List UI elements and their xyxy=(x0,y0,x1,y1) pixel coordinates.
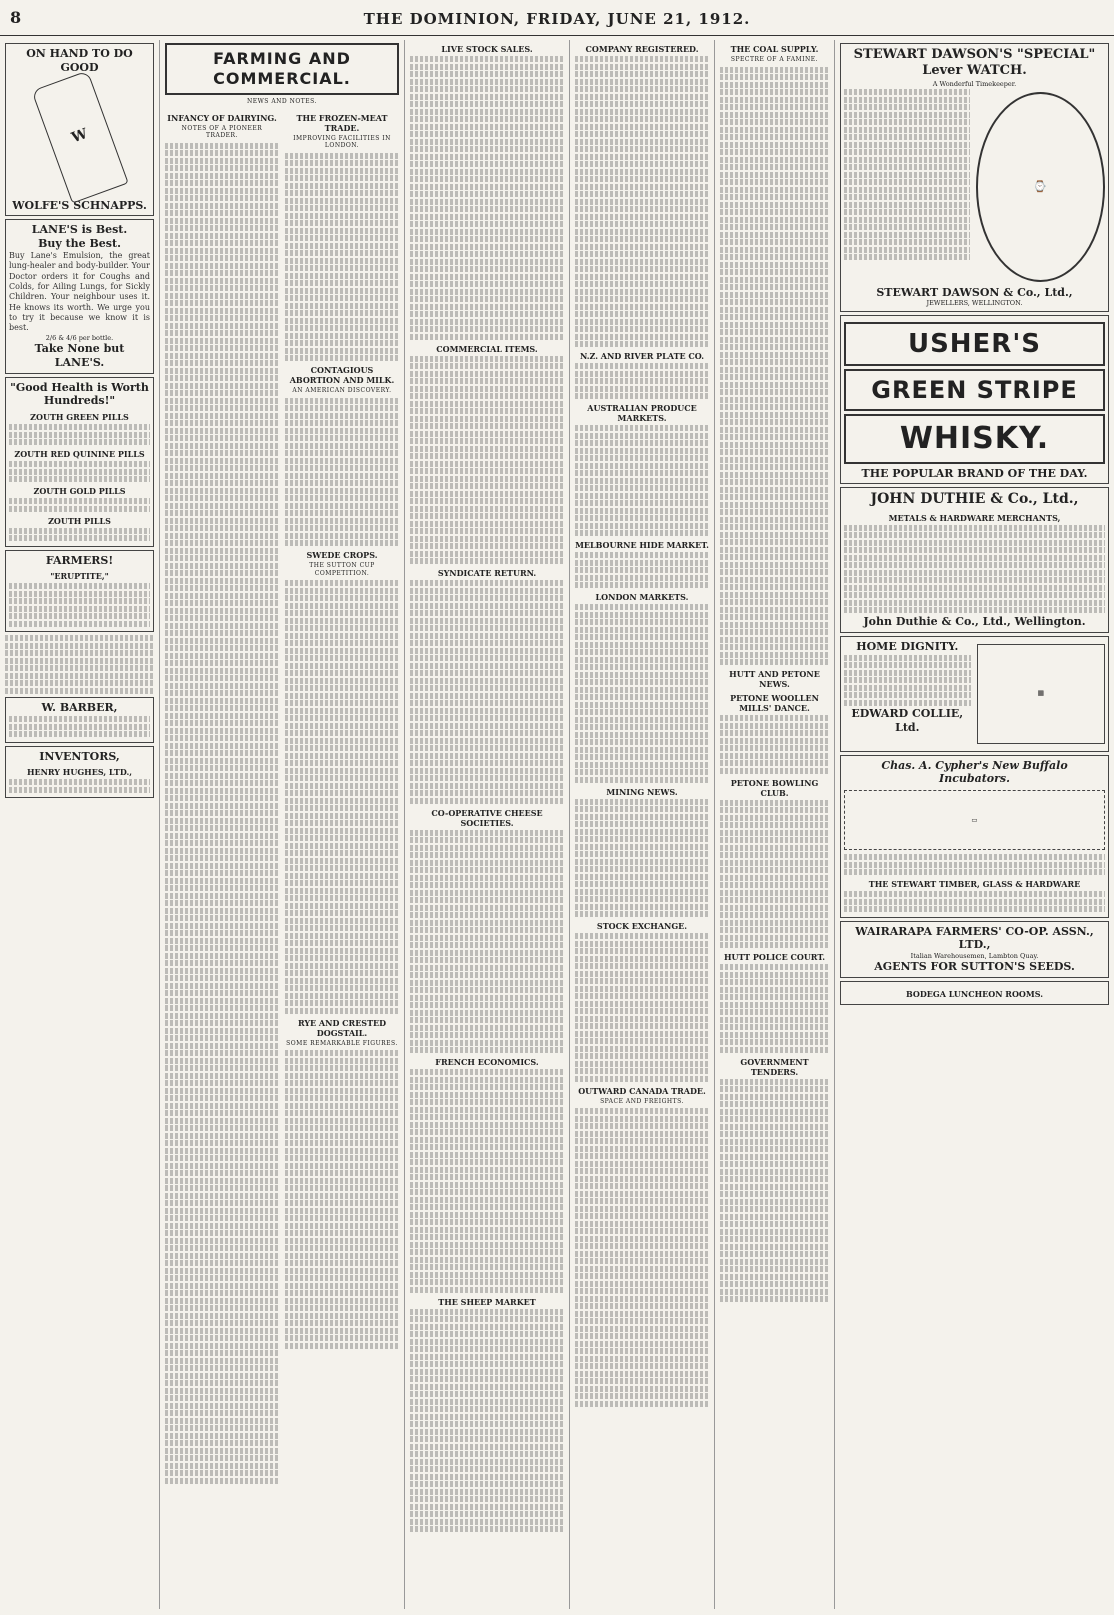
column-6 xyxy=(835,40,1114,1609)
schnapps-brand: WOLFE'S SCHNAPPS. xyxy=(12,198,147,212)
watch-icon: ⌚ xyxy=(976,92,1106,282)
cypher-title: Chas. A. Cypher's New Buffalo Incubators. xyxy=(881,758,1068,786)
article-title: CO-OPERATIVE CHEESE SOCIETIES. xyxy=(431,807,543,828)
barber-ad xyxy=(5,697,154,743)
duthie-name: JOHN DUTHIE & Co., Ltd., xyxy=(870,491,1079,508)
usher-tag: THE POPULAR BRAND OF THE DAY. xyxy=(861,466,1088,480)
duthie-sig: John Duthie & Co., Ltd., Wellington. xyxy=(863,614,1086,628)
stewart-sub: A Wonderful Timekeeper. xyxy=(932,79,1017,88)
article-title: MINING NEWS. xyxy=(606,786,678,797)
stewart-dawson-ad xyxy=(840,43,1109,312)
article-title: MELBOURNE HIDE MARKET. xyxy=(575,540,709,550)
pill-2: ZOUTH RED QUININE PILLS xyxy=(14,449,145,459)
lanes-price: 2/6 & 4/6 per bottle. xyxy=(45,333,114,342)
wairarapa-ad xyxy=(840,921,1109,978)
stewart-firm: STEWART DAWSON & Co., Ltd., xyxy=(876,285,1073,299)
article-title: OUTWARD CANADA TRADE. xyxy=(578,1085,706,1096)
newspaper-title: THE DOMINION, FRIDAY, JUNE 21, 1912. xyxy=(363,10,751,28)
article-title: PETONE WOOLLEN MILLS' DANCE. xyxy=(730,693,819,713)
eruptite-title: "ERUPTITE," xyxy=(50,571,109,582)
article-title: COMPANY REGISTERED. xyxy=(585,44,699,54)
section-header: FARMING AND COMMERCIAL. xyxy=(165,43,399,95)
article-sub: IMPROVING FACILITIES IN LONDON. xyxy=(293,134,391,149)
lanes-ad xyxy=(5,219,154,373)
barber-name: W. BARBER, xyxy=(41,700,118,714)
cypher-ad xyxy=(840,755,1109,918)
article-sub: SOME REMARKABLE FIGURES. xyxy=(286,1039,398,1047)
farmers-ad xyxy=(5,550,154,633)
column-1 xyxy=(0,40,160,1609)
column-5 xyxy=(715,40,835,1609)
article-title: LIVE STOCK SALES. xyxy=(441,44,533,54)
usher-ad xyxy=(840,315,1109,485)
collie-title: HOME DIGNITY. xyxy=(856,639,959,653)
wairarapa-sub: Italian Warehousemen, Lambton Quay. xyxy=(910,952,1039,960)
article-sub: SPECTRE OF A FAMINE. xyxy=(730,56,819,63)
usher-l2: GREEN STRIPE xyxy=(844,369,1105,411)
section-sub: NEWS AND NOTES. xyxy=(247,98,317,105)
pill-1: ZOUTH GREEN PILLS xyxy=(30,412,129,422)
article-title: AUSTRALIAN PRODUCE MARKETS. xyxy=(587,403,697,423)
pill-3: ZOUTH GOLD PILLS xyxy=(33,486,126,496)
article-title: SYNDICATE RETURN. xyxy=(437,568,537,578)
bottle-icon: W xyxy=(31,70,128,203)
duthie-ad xyxy=(840,487,1109,632)
page-number: 8 xyxy=(10,8,22,27)
bodega-ad xyxy=(840,981,1109,1005)
article-title: FRENCH ECONOMICS. xyxy=(435,1057,539,1067)
stewart-title: STEWART DAWSON'S "SPECIAL" Lever WATCH. xyxy=(853,47,1096,79)
incubator-icon: ▭ xyxy=(844,790,1105,850)
article-title: HUTT POLICE COURT. xyxy=(723,952,826,962)
usher-l1: USHER'S xyxy=(844,322,1105,367)
schnapps-top: ON HAND TO DO GOOD xyxy=(26,47,133,74)
cypher-firm: THE STEWART TIMBER, GLASS & HARDWARE xyxy=(868,879,1081,889)
article-title: COMMERCIAL ITEMS. xyxy=(436,343,538,354)
good-health-title: "Good Health is Worth Hundreds!" xyxy=(10,380,149,408)
lanes-l1: LANE'S is Best. xyxy=(31,223,128,237)
wairarapa-agents: AGENTS FOR SUTTON'S SEEDS. xyxy=(874,960,1075,974)
article-title: THE SHEEP MARKET xyxy=(438,1296,536,1307)
schnapps-ad xyxy=(5,43,154,216)
lanes-take: Take None but LANE'S. xyxy=(34,342,125,369)
usher-l3: WHISKY. xyxy=(844,414,1105,464)
lanes-body: Buy Lane's Emulsion, the great lung-healer and body-builder. Your Doctor orders it for Coughs and Colds, for Ailing Lungs, for Sickly Children. Your neighbour uses it. He knows its worth. We urge you to try it because we know it is best. xyxy=(9,250,150,333)
collie-ad xyxy=(840,636,1109,752)
column-2 xyxy=(160,40,405,1609)
article-title: HUTT AND PETONE NEWS. xyxy=(729,669,820,689)
article-title: STOCK EXCHANGE. xyxy=(596,921,688,931)
inventors-name: HENRY HUGHES, LTD., xyxy=(26,767,133,778)
article-title: PETONE BOWLING CLUB. xyxy=(730,777,819,798)
article-title: SWEDE CROPS. xyxy=(306,550,378,560)
pill-4: ZOUTH PILLS xyxy=(48,515,111,526)
inventors-title: INVENTORS, xyxy=(39,749,120,763)
column-4 xyxy=(570,40,715,1609)
article-title: LONDON MARKETS. xyxy=(595,592,689,602)
collie-name: EDWARD COLLIE, Ltd. xyxy=(851,707,964,734)
bodega-title: BODEGA LUNCHEON ROOMS. xyxy=(905,988,1044,999)
inventors-ad xyxy=(5,746,154,799)
lanes-l2: Buy the Best. xyxy=(38,237,121,250)
article-title: INFANCY OF DAIRYING. xyxy=(167,112,277,123)
article-title: RYE AND CRESTED DOGSTAIL. xyxy=(297,1017,387,1038)
article-sub: THE SUTTON CUP COMPETITION. xyxy=(309,562,375,577)
column-3 xyxy=(405,40,570,1609)
farmers-title: FARMERS! xyxy=(45,553,114,567)
article-sub: SPACE AND FREIGHTS. xyxy=(600,1097,684,1105)
article-title: CONTAGIOUS ABORTION AND MILK. xyxy=(289,365,395,385)
article-title: THE COAL SUPPLY. xyxy=(730,44,819,54)
dresser-icon: ▦ xyxy=(977,644,1106,744)
article-title: N.Z. AND RIVER PLATE CO. xyxy=(579,351,705,361)
wairarapa-name: WAIRARAPA FARMERS' CO-OP. ASSN., LTD., xyxy=(855,924,1094,952)
article-title: THE FROZEN-MEAT TRADE. xyxy=(296,112,388,133)
article-title: GOVERNMENT TENDERS. xyxy=(740,1056,809,1077)
article-sub: AN AMERICAN DISCOVERY. xyxy=(292,387,392,394)
duthie-sub: METALS & HARDWARE MERCHANTS, xyxy=(888,512,1061,523)
article-sub: NOTES OF A PIONEER TRADER. xyxy=(181,124,263,139)
stewart-loc: JEWELLERS, WELLINGTON. xyxy=(926,299,1023,308)
masthead xyxy=(0,0,1114,36)
good-health-ad xyxy=(5,377,154,547)
